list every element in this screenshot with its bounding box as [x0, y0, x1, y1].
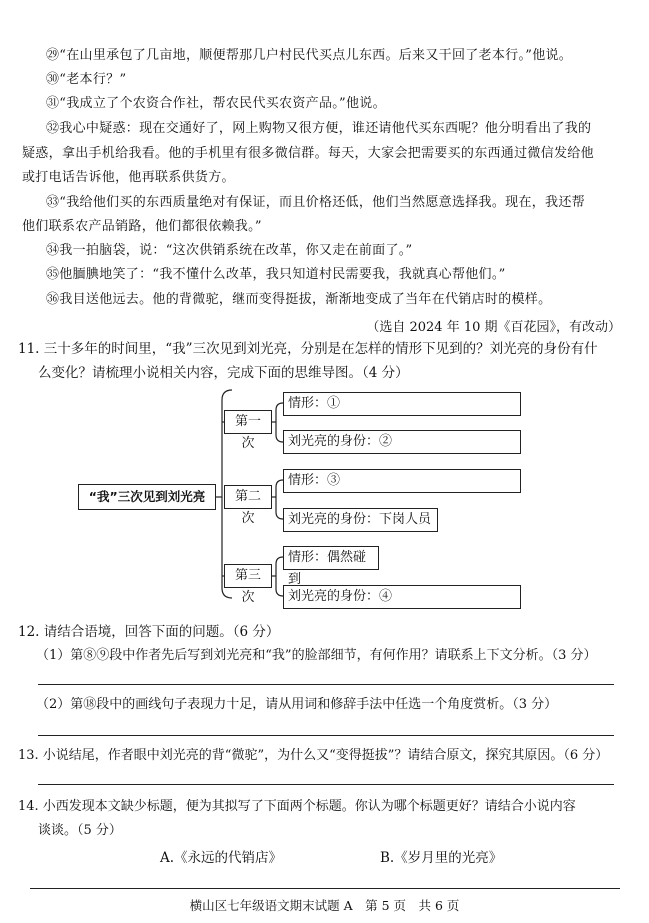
paragraph-32-line-1: ㉜我心中疑惑：现在交通好了，网上购物又很方便，谁还请他代买东西呢？他分明看出了我的	[46, 121, 592, 136]
mindmap-situation-3: 情形：偶然碰到	[283, 546, 379, 570]
mindmap-situation-1[interactable]: 情形：①	[283, 392, 521, 416]
paragraph-32-line-2: 疑惑，拿出手机给我看。他的手机里有很多微信群。每天，大家会把需要买的东西通过微信发给他	[22, 146, 594, 161]
paragraph-34: ㉞我一拍脑袋，说：“这次供销系统在改革，你又走在前面了。”	[46, 243, 413, 258]
answer-line-13[interactable]	[38, 784, 614, 785]
answer-line-12-2[interactable]	[38, 735, 614, 736]
mindmap-identity-2: 刘光亮的身份：下岗人员	[283, 508, 438, 532]
paragraph-33-line-1: ㉝“我给他们买的东西质量绝对有保证，而且价格还低，他们当然愿意选择我。现在，我还帮	[46, 195, 585, 210]
question-12-sub-2: （2）第⑱段中的画线句子表现力十足，请从用词和修辞手法中任选一个角度赏析。（3 分）	[36, 697, 558, 712]
paragraph-30: ㉚“老本行？”	[46, 72, 127, 87]
question-13: 13. 小说结尾，作者眼中刘光亮的背“微驼”，为什么又“变得挺拔”？请结合原文，探究其原因。（6 分）	[18, 748, 609, 763]
option-a: A.《永远的代销店》	[160, 850, 283, 866]
question-14-line-1: 14. 小西发现本文缺少标题，便为其拟写了下面两个标题。你认为哪个标题更好？请结合小说内容	[18, 799, 576, 814]
question-12-sub-1: （1）第⑧⑨段中作者先后写到刘光亮和“我”的脸部细节，有何作用？请联系上下文分析。（3 分）	[36, 648, 597, 663]
option-b: B.《岁月里的光亮》	[380, 850, 503, 866]
paragraph-35: ㉟他腼腆地笑了：“我不懂什么改革，我只知道村民需要我，我就真心帮他们。”	[46, 267, 506, 282]
passage-source: （选自 2024 年 10 期《百花园》，有改动）	[366, 320, 621, 335]
question-11-line-1: 11. 三十多年的时间里，“我”三次见到刘光亮，分别是在怎样的情形下见到的？刘光亮的身份有什	[18, 341, 598, 357]
mindmap-branch-1-label: 第一次	[224, 410, 272, 434]
footer-divider	[30, 888, 620, 889]
mindmap-root: “我”三次见到刘光亮	[78, 484, 216, 510]
mindmap-branch-2-label: 第二次	[224, 485, 272, 509]
question-12-stem: 12. 请结合语境，回答下面的问题。（6 分）	[18, 624, 280, 640]
paragraph-32-line-3: 或打电话告诉他，他再联系供货方。	[22, 170, 235, 185]
paragraph-31: ㉛“我成立了个农资合作社，帮农民代买农资产品。”他说。	[46, 96, 386, 111]
paragraph-29: ㉙“在山里承包了几亩地，顺便帮那几户村民代买点儿东西。后来又干回了老本行。”他说。	[46, 48, 573, 63]
question-14-line-2: 谈谈。（5 分）	[38, 823, 122, 838]
mindmap-situation-2[interactable]: 情形：③	[283, 469, 521, 493]
page-footer: 横山区七年级语文期末试题 A 第 5 页 共 6 页	[189, 898, 460, 913]
mindmap-branch-3-label: 第三次	[224, 564, 272, 588]
answer-line-12-1[interactable]	[38, 684, 614, 685]
question-11-line-2: 么变化？请梳理小说相关内容，完成下面的思维导图。（4 分）	[38, 365, 409, 381]
paragraph-33-line-2: 他们联系农产品销路，他们都很依赖我。”	[22, 219, 262, 234]
paragraph-36: ㊱我目送他远去。他的背微驼，继而变得挺拔，渐渐地变成了当年在代销店时的模样。	[46, 292, 552, 307]
mindmap-identity-3[interactable]: 刘光亮的身份：④	[283, 585, 521, 609]
mindmap-identity-1[interactable]: 刘光亮的身份：②	[283, 430, 521, 454]
